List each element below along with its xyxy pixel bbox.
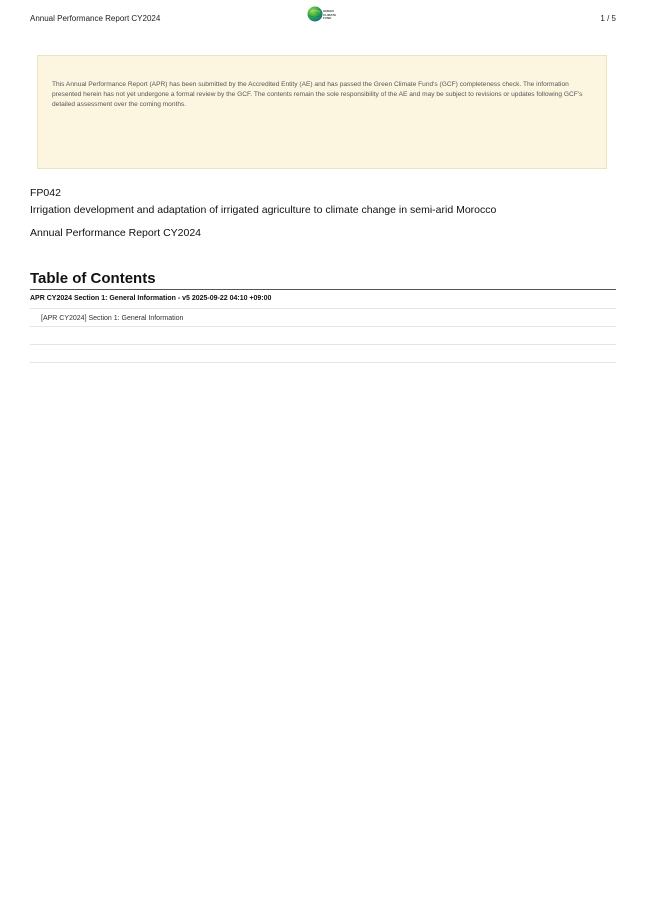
page-header xyxy=(30,9,616,26)
logo-text: GREEN CLIMATE FUND xyxy=(323,9,337,21)
toc-heading: Table of Contents xyxy=(30,270,616,290)
toc-empty-row xyxy=(30,345,616,363)
gcf-logo xyxy=(307,6,343,28)
notice-text: This Annual Performance Report (APR) has been submitted by the Accredited Entity (AE) and has passed the Green Climate Fund's (GCF) completeness check. The information presented herein has not yet undergone a formal review by the GCF. The contents remain the sole responsibility of the AE and may be subject to revisions or updates following GCF's detailed assessment over the coming months. xyxy=(52,81,583,108)
table-of-contents xyxy=(30,270,616,363)
toc-section-title[interactable]: APR CY2024 Section 1: General Information - v5 2025-09-22 04:10 +09:00 xyxy=(30,290,616,309)
report-subtitle: Annual Performance Report CY2024 xyxy=(30,227,202,239)
page-number: 1 / 5 xyxy=(600,14,616,23)
project-title: Irrigation development and adaptation of irrigated agriculture to climate change in semi-arid Morocco xyxy=(30,204,497,216)
project-code: FP042 xyxy=(30,187,61,199)
toc-entry-general-information[interactable]: [APR CY2024] Section 1: General Information xyxy=(30,309,616,327)
toc-empty-row xyxy=(30,327,616,345)
header-title: Annual Performance Report CY2024 xyxy=(30,14,161,23)
green-climate-fund-globe-icon xyxy=(307,6,323,22)
completeness-notice xyxy=(37,55,607,169)
